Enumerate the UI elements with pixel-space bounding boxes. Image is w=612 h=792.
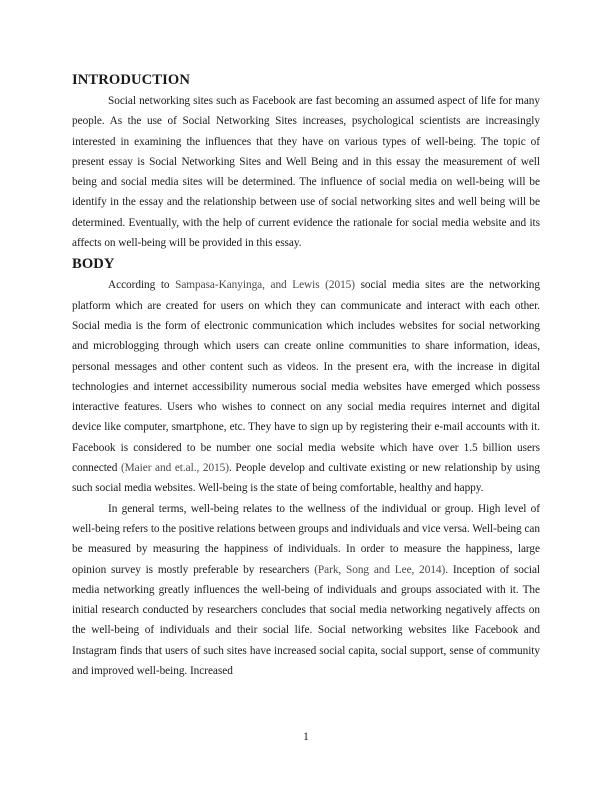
citation-maier: (Maier and et.al., 2015) bbox=[120, 462, 229, 475]
body-paragraph-2-text-a: In general terms, well-being relates to the wellness of the individual or group. High level of well-being refers to the positive relations between groups and individuals and vice versa. Well-being can be measured by measuring the happiness of individuals. In order to measure the happiness, large opinion survey is mostly preferable by researchers bbox=[72, 502, 540, 576]
body-paragraph-2 bbox=[72, 499, 540, 682]
introduction-paragraph: Social networking sites such as Facebook are fast becoming an assumed aspect of life for many people. As the use of Social Networking Sites increases, psychological scientists are increasingly interested in examining the influences that they have on various types of well-being. The topic of present essay is Social Networking Sites and Well Being and in this essay the measurement of well being and social media sites will be determined. The influence of social media on well-being will be identify in the essay and the relationship between use of social networking sites and well being will be determined. Eventually, with the help of current evidence the rationale for social media website and its affects on well-being will be provided in this essay. bbox=[72, 95, 540, 250]
introduction-heading: INTRODUCTION bbox=[72, 72, 190, 88]
citation-sampasa-kanyinga: Sampasa-Kanyinga, and Lewis (2015) bbox=[175, 279, 355, 292]
page-content bbox=[72, 70, 540, 681]
body-heading: BODY bbox=[72, 256, 115, 273]
body-paragraph-1-text-a: According to bbox=[108, 279, 176, 292]
body-paragraph-1-text-c: . People develop and cultivate existing or new relationship by using such social media websites. Well-being is the state of being comfortable, healthy and happy. bbox=[72, 462, 540, 495]
body-paragraph-1-text-b: social media sites are the networking platform which are created for users on which they can communicate and interact with each other. Social media is the form of electronic communication which includes websites for social networking and microblogging through which users can create online communities to share information, ideas, personal messages and other content such as videos. In the present era, with the increase in digital technologies and internet accessibility numerous social media websites have emerged which possess interactive features. Users who wishes to connect on any social media requires internet and digital device like computer, smartphone, etc. They have to sign up by registering their e-mail accounts with it. Facebook is considered to be number one social media website which have over 1.5 billion users connected bbox=[72, 279, 540, 475]
citation-park-song-lee: (Park, Song and Lee, 2014) bbox=[314, 563, 446, 576]
body-paragraph-1 bbox=[72, 275, 540, 498]
body-paragraph-2-text-b: . Inception of social media networking greatly influences the well-being of individuals and groups associated with it. The initial research conducted by researchers concludes that social media networking negatively affects on the well-being of individuals and their social life. Social networking websites like Facebook and Instagram finds that users of such sites have increased social capita, social support, sense of community and improved well-being. Increased bbox=[72, 563, 540, 678]
page-number: 1 bbox=[303, 731, 309, 743]
